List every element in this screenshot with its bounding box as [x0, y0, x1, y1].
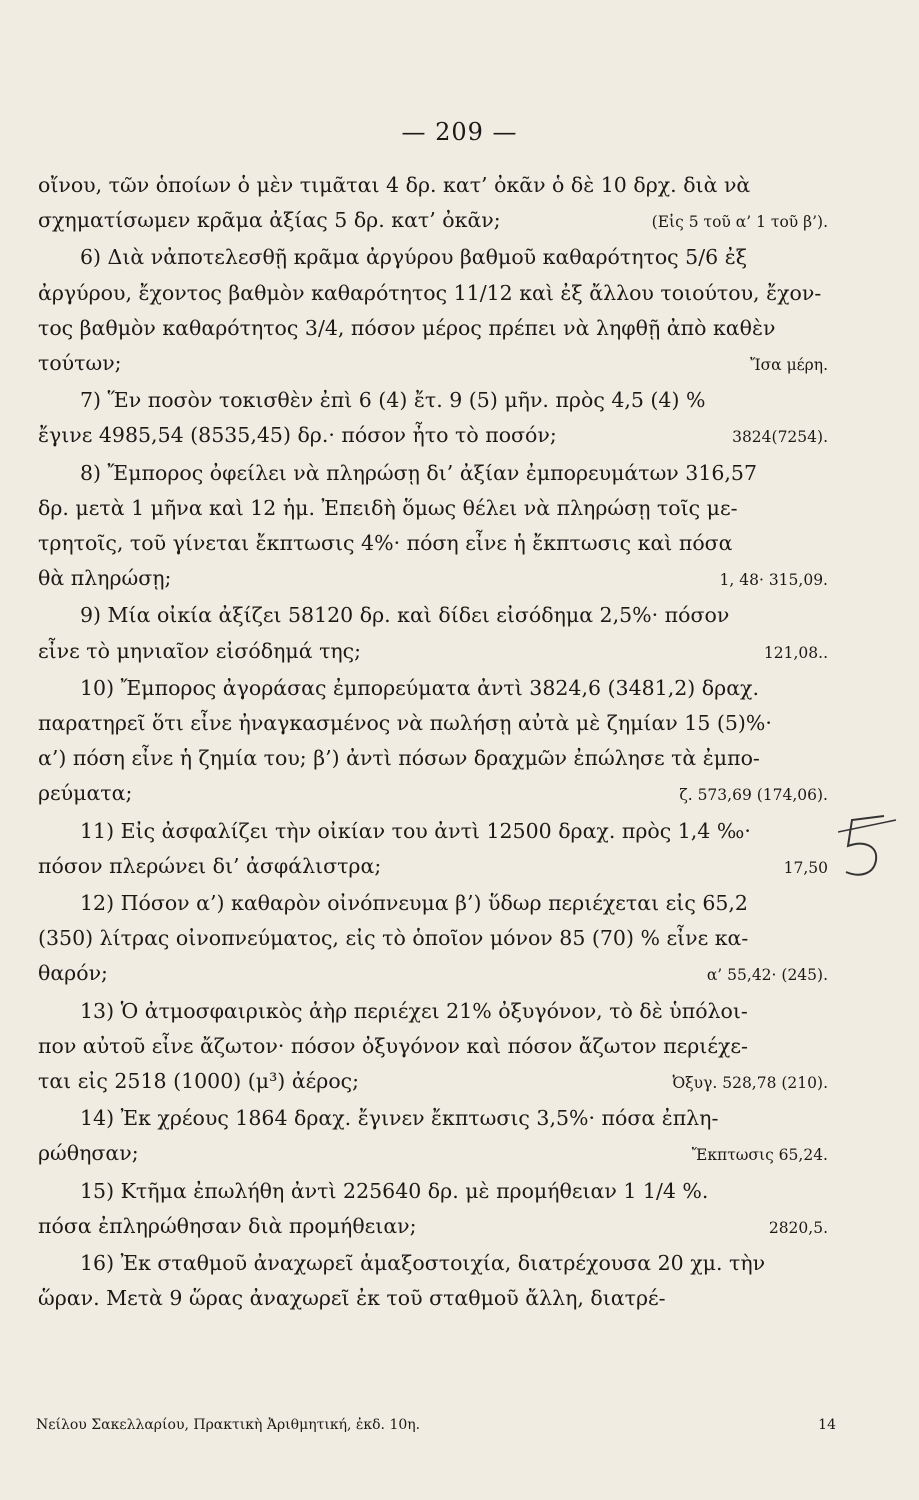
- text-line: 9) Μία οἰκία ἀξίζει 58120 δρ. καὶ δίδει εἰσόδημα 2,5%· πόσον: [80, 603, 730, 628]
- text-line: 12) Πόσον α’) καθαρὸν οἰνόπνευμα β’) ὕδωρ περιέχεται εἰς 65,2: [80, 891, 748, 916]
- text-line: ὥραν. Μετὰ 9 ὥρας ἀναχωρεῖ ἐκ τοῦ σταθμοῦ ἄλλη, διατρέ-: [38, 1286, 666, 1311]
- answer: α’ 55,42· (245).: [706, 966, 828, 985]
- text-line: τρητοῖς, τοῦ γίνεται ἔκπτωσις 4%· πόση εἶνε ἡ ἔκπτωσις καὶ πόσα: [38, 531, 733, 556]
- answer: (Εἰς 5 τοῦ α’ 1 τοῦ β’).: [651, 213, 828, 232]
- text-line: πον αὐτοῦ εἶνε ἄζωτον· πόσον ὀξυγόνον καὶ πόσον ἄζωτον περιέχε-: [38, 1033, 748, 1058]
- answer: Ὀξυγ. 528,78 (210).: [672, 1074, 828, 1093]
- text-line: οἴνου, τῶν ὁποίων ὁ μὲν τιμᾶται 4 δρ. κατ’ ὀκᾶν ὁ δὲ 10 δρχ. διὰ νὰ: [38, 173, 751, 197]
- text-line: 6) Διὰ νἀποτελεσθῇ κρᾶμα ἀργύρου βαθμοῦ καθαρότητος 5/6 ἐξ: [80, 245, 747, 270]
- text-line: παρατηρεῖ ὅτι εἶνε ἠναγκασμένος νὰ πωλήσῃ αὐτὰ μὲ ζημίαν 15 (5)%·: [38, 711, 772, 736]
- text-line: 11) Εἰς ἀσφαλίζει τὴν οἰκίαν του ἀντὶ 12500 δραχ. πρὸς 1,4 ‰·: [80, 818, 751, 843]
- page-body: [38, 168, 828, 1317]
- answer: 121,08..: [763, 643, 828, 662]
- text-line: 13) Ὁ ἀτμοσφαιρικὸς ἀὴρ περιέχει 21% ὀξυγόνον, τὸ δὲ ὑπόλοι-: [80, 998, 748, 1023]
- text-line: 10) Ἔμπορος ἀγοράσας ἐμπορεύματα ἀντὶ 3824,6 (3481,2) δραχ.: [80, 675, 759, 700]
- text-line: εἶνε τὸ μηνιαῖον εἰσόδημά της; 121,08..: [38, 634, 828, 671]
- footer-signature: 14: [818, 1417, 836, 1433]
- text-line: α’) πόση εἶνε ἡ ζημία του; β’) ἀντὶ πόσων δραχμῶν ἐπώλησε τὰ ἐμπο-: [38, 746, 760, 771]
- answer: 1, 48· 315,09.: [719, 571, 828, 590]
- footer-title: Νείλου Σακελλαρίου, Πρακτικὴ Ἀριθμητική, ἐκδ. 10η.: [36, 1417, 421, 1433]
- answer: ζ. 573,69 (174,06).: [679, 786, 828, 805]
- handwritten-margin-note: [838, 806, 898, 886]
- text-line: τος βαθμὸν καθαρότητος 3/4, πόσον μέρος πρέπει νὰ ληφθῇ ἀπὸ καθὲν: [38, 315, 776, 340]
- text-line: ρώθησαν; Ἔκπτωσις 65,24.: [38, 1136, 828, 1173]
- text-line: 7) Ἕν ποσὸν τοκισθὲν ἐπὶ 6 (4) ἔτ. 9 (5) μῆν. πρὸς 4,5 (4) %: [80, 388, 706, 413]
- text-line: 14) Ἐκ χρέους 1864 δραχ. ἔγινεν ἔκπτωσις 3,5%· πόσα ἐπλη-: [80, 1106, 719, 1131]
- text-line: 8) Ἔμπορος ὀφείλει νὰ πληρώσῃ δι’ ἀξίαν ἐμπορευμάτων 316,57: [80, 460, 758, 485]
- text-line: 16) Ἐκ σταθμοῦ ἀναχωρεῖ ἁμαξοστοιχία, διατρέχουσα 20 χμ. τὴν: [80, 1251, 766, 1276]
- page-number: — 209 —: [401, 118, 518, 146]
- text-line: ἔγινε 4985,54 (8535,45) δρ.· πόσον ἦτο τὸ ποσόν; 3824(7254).: [38, 418, 828, 455]
- text-line: 15) Κτῆμα ἐπωλήθη ἀντὶ 225640 δρ. μὲ προμήθειαν 1 1/4 %.: [80, 1178, 709, 1203]
- answer: Ἔκπτωσις 65,24.: [691, 1146, 828, 1165]
- text-line: θὰ πληρώσῃ; 1, 48· 315,09.: [38, 561, 828, 598]
- text-line: (350) λίτρας οἰνοπνεύματος, εἰς τὸ ὁποῖον μόνον 85 (70) % εἶνε κα-: [38, 926, 749, 951]
- text-line: δρ. μετὰ 1 μῆνα καὶ 12 ἡμ. Ἐπειδὴ ὅμως θέλει νὰ πληρώσῃ τοῖς με-: [38, 495, 738, 520]
- answer: 2820,5.: [768, 1218, 828, 1237]
- text-line: ἀργύρου, ἔχοντος βαθμὸν καθαρότητος 11/12 καὶ ἐξ ἄλλου τοιούτου, ἔχον-: [38, 280, 822, 305]
- text-line: σχηματίσωμεν κρᾶμα ἀξίας 5 δρ. κατ’ ὀκᾶν; (Εἰς 5 τοῦ α’ 1 τοῦ β’).: [38, 203, 828, 240]
- text-line: ρεύματα; ζ. 573,69 (174,06).: [38, 776, 828, 813]
- answer: 3824(7254).: [732, 428, 828, 447]
- text-line: πόσα ἐπληρώθησαν διὰ προμήθειαν; 2820,5.: [38, 1209, 828, 1246]
- text-line: ται εἰς 2518 (1000) (μ³) ἀέρος; Ὀξυγ. 528,78 (210).: [38, 1064, 828, 1101]
- page-footer: [36, 1417, 836, 1433]
- answer: Ἴσα μέρη.: [750, 356, 828, 375]
- text-line: πόσον πλερώνει δι’ ἀσφάλιστρα; 17,50: [38, 849, 828, 886]
- answer: 17,50: [783, 858, 828, 877]
- text-line: θαρόν; α’ 55,42· (245).: [38, 956, 828, 993]
- text-line: τούτων; Ἴσα μέρη.: [38, 346, 828, 383]
